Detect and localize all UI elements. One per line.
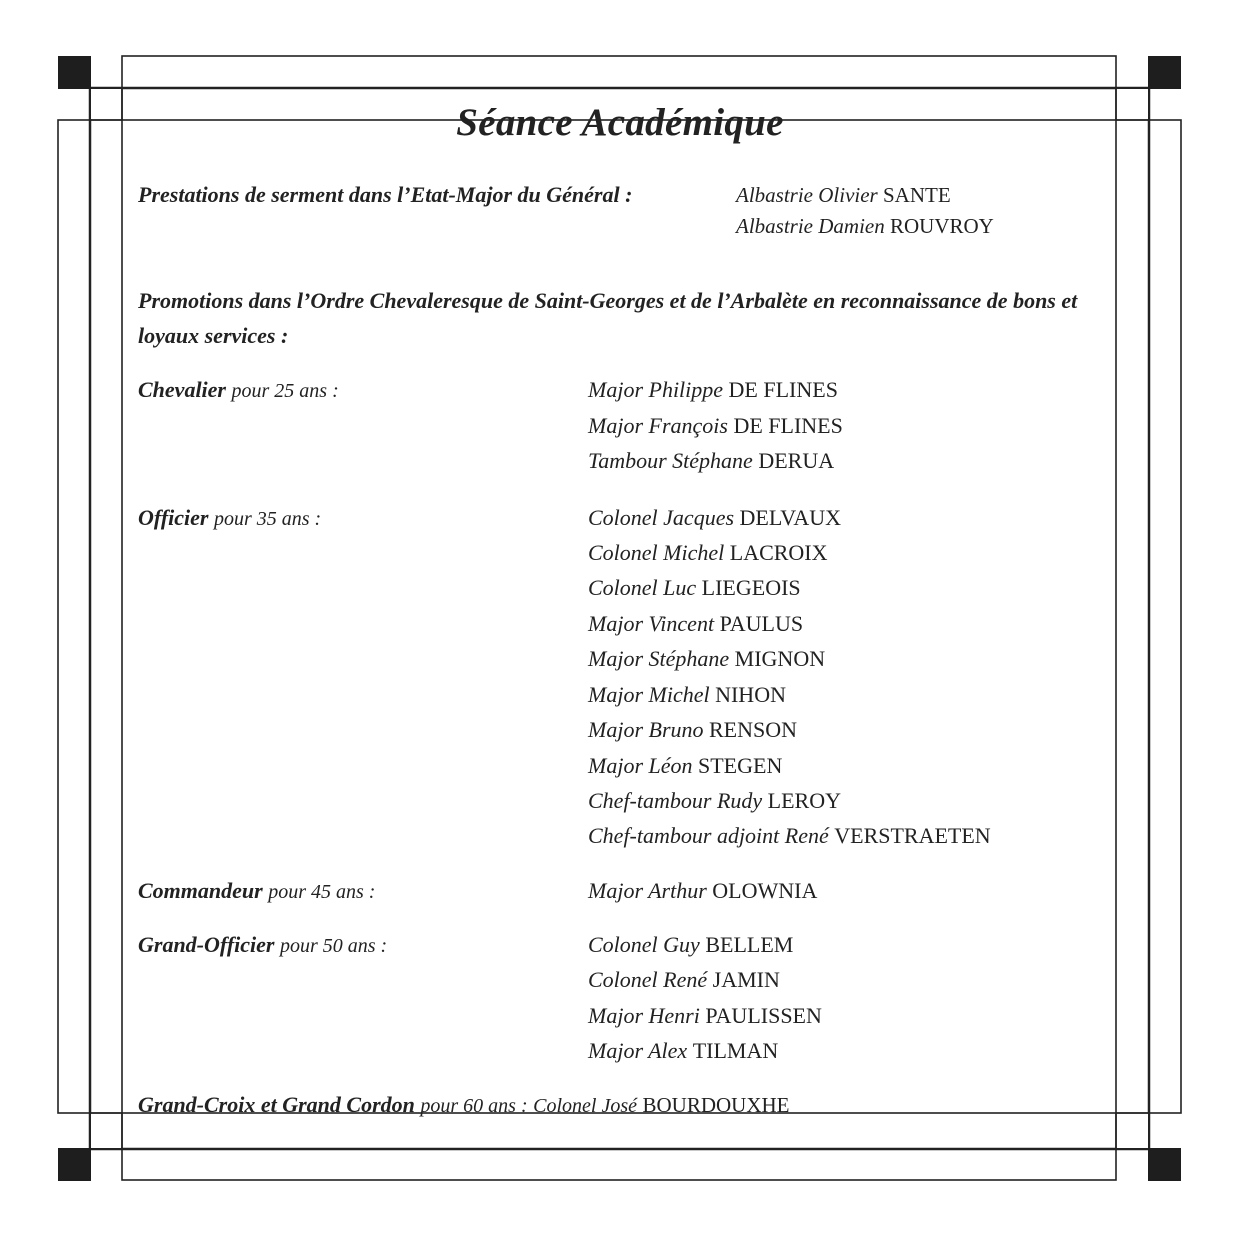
corner-square-bottom-left <box>58 1148 91 1181</box>
grade-grand-croix: Grand-Croix et Grand Cordon pour 60 ans : Colonel José BOURDOUXHE <box>138 1092 790 1117</box>
list-item: Major Philippe DE FLINES <box>588 377 838 402</box>
list-item: Major Bruno RENSON <box>588 717 798 742</box>
list-item: Colonel René JAMIN <box>588 967 780 992</box>
corner-square-bottom-right <box>1148 1148 1181 1181</box>
oath-label: Prestations de serment dans l’Etat-Major du Général : <box>138 182 633 207</box>
oath-person: Albastrie Olivier SANTE <box>736 183 951 207</box>
list-item: Major Arthur OLOWNIA <box>588 878 818 903</box>
list-item: Colonel Michel LACROIX <box>588 540 828 565</box>
list-item: Major François DE FLINES <box>588 413 843 438</box>
list-item: Colonel Luc LIEGEOIS <box>588 575 801 600</box>
grade-officier: Officier pour 35 ans : <box>138 505 322 530</box>
list-item: Major Alex TILMAN <box>588 1038 779 1063</box>
list-item: Major Léon STEGEN <box>588 753 783 778</box>
list-item: Chef-tambour adjoint René VERSTRAETEN <box>588 823 991 848</box>
corner-square-top-right <box>1148 56 1181 89</box>
oath-person: Albastrie Damien ROUVROY <box>736 214 994 238</box>
grade-grand-officier: Grand-Officier pour 50 ans : <box>138 932 388 957</box>
page-title: Séance Académique <box>456 101 784 144</box>
list-item: Major Michel NIHON <box>588 682 786 707</box>
list-item: Colonel Jacques DELVAUX <box>588 505 841 530</box>
list-item: Major Stéphane MIGNON <box>588 646 826 671</box>
list-item: Chef-tambour Rudy LEROY <box>588 788 841 813</box>
list-item: Colonel Guy BELLEM <box>588 932 794 957</box>
grade-chevalier: Chevalier pour 25 ans : <box>138 377 339 402</box>
list-item: Major Henri PAULISSEN <box>588 1003 822 1028</box>
list-item: Tambour Stéphane DERUA <box>588 448 835 473</box>
grade-commandeur: Commandeur pour 45 ans : <box>138 878 376 903</box>
corner-square-top-left <box>58 56 91 89</box>
list-item: Major Vincent PAULUS <box>588 611 804 636</box>
promotions-intro: Promotions dans l’Ordre Chevaleresque de Saint-Georges et de l’Arbalète en reconnaissance de bons et loyaux services : <box>138 288 1078 348</box>
